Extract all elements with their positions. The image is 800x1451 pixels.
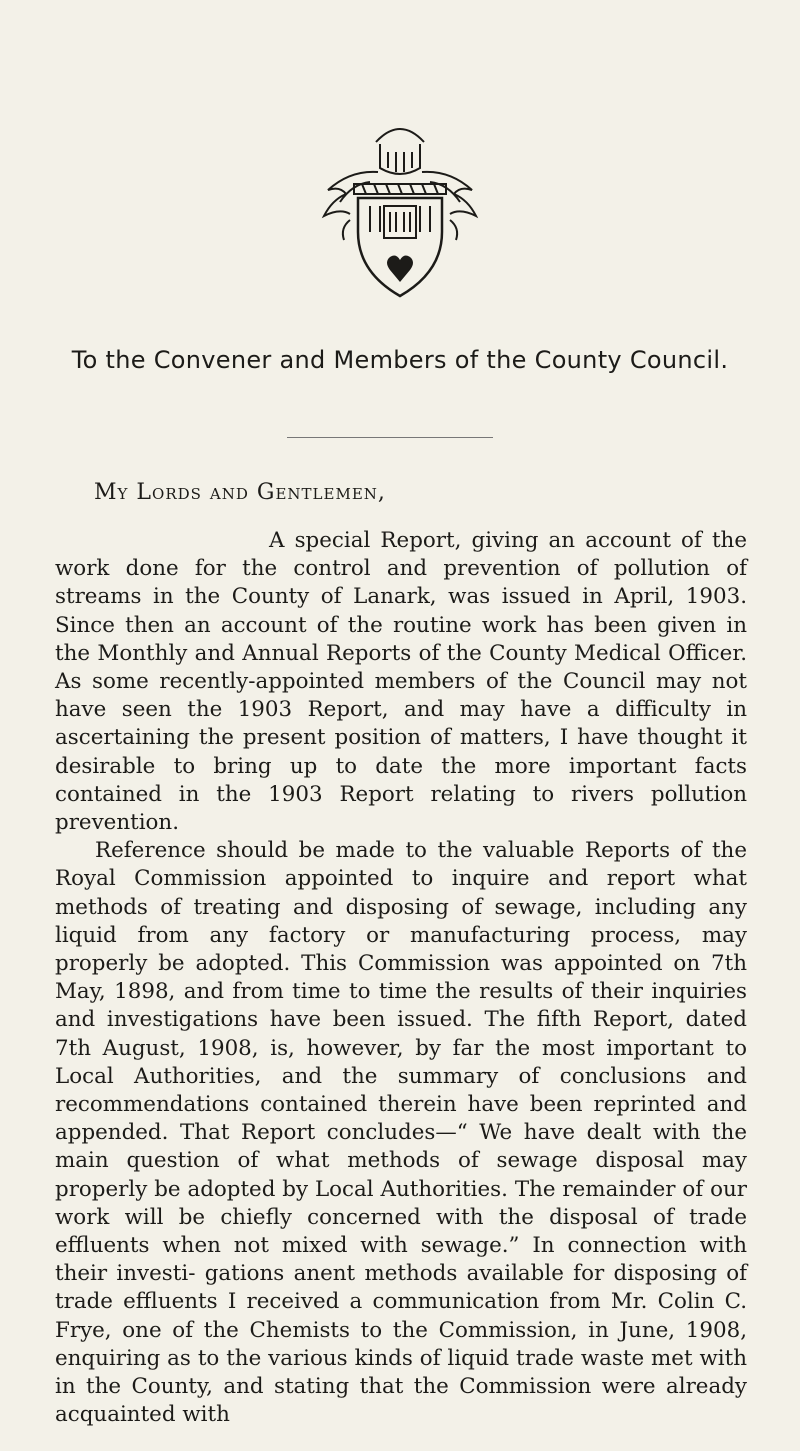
letter-body	[55, 527, 747, 1430]
paragraph-2: Reference should be made to the valuable Reports of the Royal Commission appointed to inquire and report what methods of treating and disposing of sewage, including any liquid from any factory or manufacturing process, may properly be adopted. This Commission was appointed on 7th May, 1898, and from time to time the results of their inquiries and investigations have been issued. The fifth Report, dated 7th August, 1908, is, however, by far the most important to Local Authorities, and the summary of conclusions and recommendations contained therein have been reprinted and appended. That Report concludes—“ We have dealt with the main question of what methods of sewage disposal may properly be adopted by Local Authorities. The remainder of our work will be chiefly concerned with the disposal of trade effluents when not mixed with sewage.” In connection with their investi- gations anent methods available for disposing of trade effluents I received a communication from Mr. Colin C. Frye, one of the Chemists to the Commission, in June, 1908, enquiring as to the various kinds of liquid trade waste met with in the County, and stating that the Commission were already acquainted with	[55, 838, 747, 1428]
address-line: To the Convener and Members of the County Council.	[71, 346, 729, 374]
salutation: My Lords and Gentlemen,	[94, 480, 386, 505]
paragraph-1: A special Report, giving an account of the work done for the control and prevention of pollution of streams in the County of Lanark, was issued in April, 1903. Since then an account of the routine work has been given in the Monthly and Annual Reports of the County Medical Officer. As some recently-appointed members of the Council may not have seen the 1903 Report, and may have a difficulty in ascertaining the present position of matters, I have thought it desirable to bring up to date the more important facts contained in the 1903 Report relating to rivers pollution prevention.	[55, 528, 747, 836]
divider-rule	[287, 437, 493, 438]
county-crest-emblem	[310, 112, 490, 302]
